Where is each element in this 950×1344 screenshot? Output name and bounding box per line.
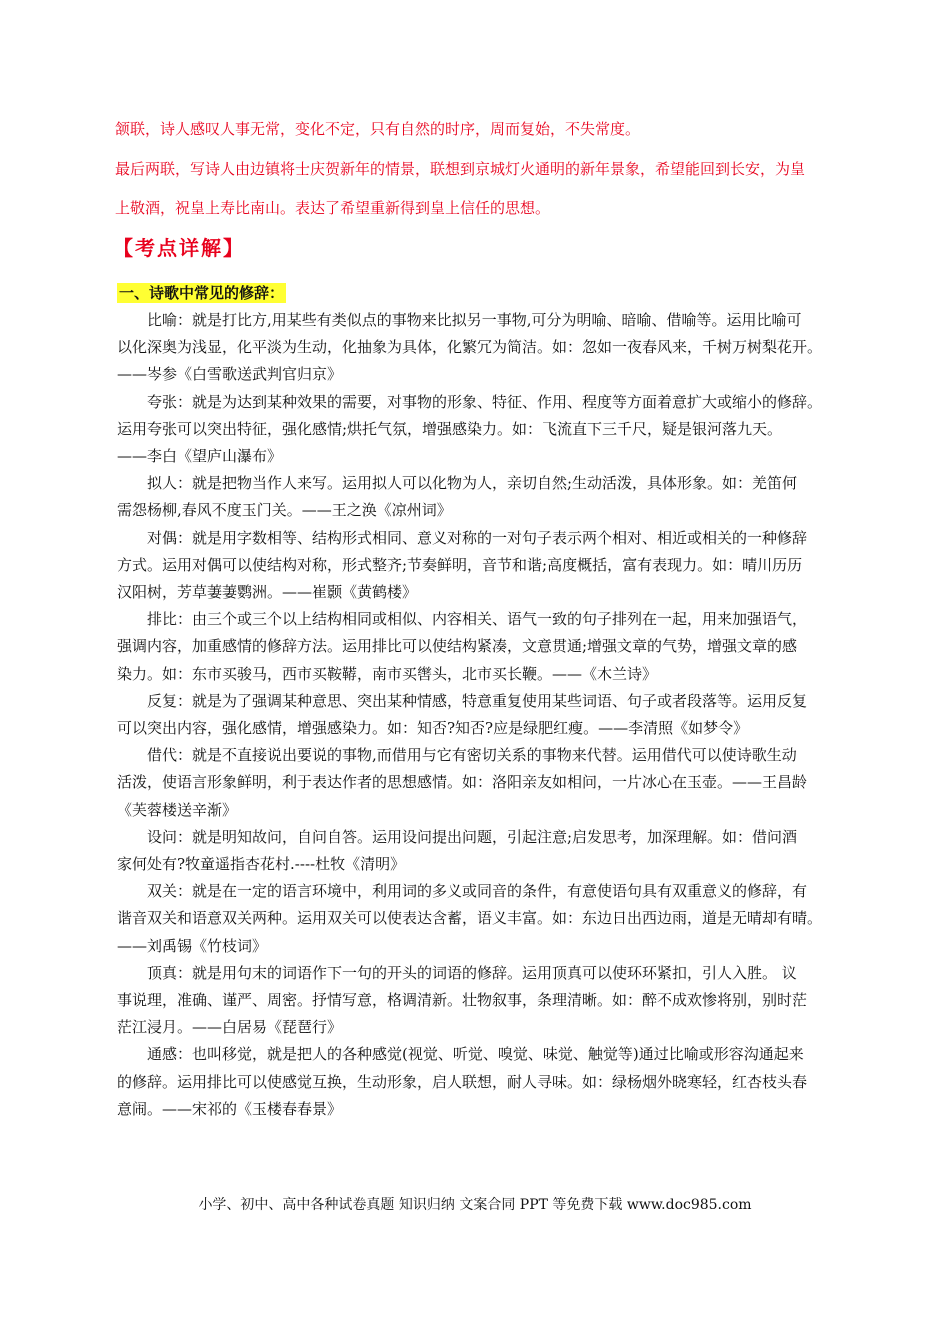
paragraph-line: 借代：就是不直接说出要说的事物,而借用与它有密切关系的事物来代替。运用借代可以使诗歌生动 xyxy=(147,746,797,765)
paragraph-line: 方式。运用对偶可以使结构对称，形式整齐;节奏鲜明，音节和谐;高度概括，富有表现力。如：晴川历历 xyxy=(117,555,803,574)
paragraph-line: 通感：也叫移觉，就是把人的各种感觉(视觉、听觉、嗅觉、味觉、触觉等)通过比喻或形容沟通起来 xyxy=(147,1045,804,1064)
paragraph-line: 比喻：就是打比方,用某些有类似点的事物来比拟另一事物,可分为明喻、暗喻、借喻等。运用比喻可 xyxy=(147,311,802,329)
rhetoric-paragraph xyxy=(117,960,872,1042)
paragraph-line: 谐音双关和语意双关两种。运用双关可以使表达含蓄，语义丰富。如：东边日出西边雨，道是无晴却有晴。 xyxy=(117,909,823,928)
rhetoric-paragraph xyxy=(117,742,872,824)
intro-red-line-2b: 上敬酒，祝皇上寿比南山。表达了希望重新得到皇上信任的思想。 xyxy=(115,199,551,217)
paragraph-line: 事说理，准确、谨严、周密。抒情写意，格调清新。壮物叙事，条理清晰。如：醉不成欢惨将别，别时茫 xyxy=(117,991,808,1010)
rhetoric-list xyxy=(117,307,872,1123)
rhetoric-paragraph xyxy=(117,1041,872,1123)
paragraph-line: 对偶：就是用字数相等、结构形式相同、意义对称的一对句子表示两个相对、相近或相关的一种修辞 xyxy=(147,528,808,547)
rhetoric-paragraph xyxy=(117,606,872,688)
paragraph-line: 家何处有?牧童遥指杏花村.----杜牧《清明》 xyxy=(117,855,406,874)
rhetoric-paragraph xyxy=(117,389,872,471)
paragraph-line: 的修辞。运用排比可以使感觉互换，生动形象，启人联想，耐人寻味。如：绿杨烟外晓寒轻，红杏枝头春 xyxy=(117,1072,808,1091)
paragraph-line: 活泼，使语言形象鲜明，利于表达作者的思想感情。如：洛阳亲友如相问，一片冰心在玉壶。——王昌龄 xyxy=(117,773,808,792)
paragraph-line: 强调内容，加重感情的修辞方法。运用排比可以使结构紧凑，文意贯通;增强文章的气势，增强文章的感 xyxy=(117,637,798,656)
paragraph-line: 以化深奥为浅显，化平淡为生动，化抽象为具体，化繁冗为简洁。如：忽如一夜春风来，千树万树梨花开。 xyxy=(117,338,823,357)
paragraph-line: 运用夸张可以突出特征，强化感情;烘托气氛，增强感染力。如：飞流直下三千尺，疑是银河落九天。 xyxy=(117,419,783,438)
rhetoric-paragraph xyxy=(117,470,872,524)
page-footer: 小学、初中、高中各种试卷真题 知识归纳 文案合同 PPT 等免费下载 www.doc985.com xyxy=(198,1197,752,1213)
paragraph-line: 反复：就是为了强调某种意思、突出某种情感，特意重复使用某些词语、句子或者段落等。运用反复 xyxy=(147,691,808,710)
paragraph-line: 夸张：就是为达到某种效果的需要，对事物的形象、特征、作用、程度等方面着意扩大或缩小的修辞。 xyxy=(147,392,823,411)
paragraph-line: ——岑参《白雪歌送武判官归京》 xyxy=(117,365,343,384)
paragraph-line: 排比：由三个或三个以上结构相同或相似、内容相关、语气一致的句子排列在一起，用来加强语气， xyxy=(147,610,808,629)
section-heading: 【考点详解】 xyxy=(113,236,245,260)
subsection-title: 一、诗歌中常见的修辞： xyxy=(119,284,285,302)
intro-red-paragraph xyxy=(115,150,875,228)
paragraph-line: ——李白《望庐山瀑布》 xyxy=(117,447,283,466)
paragraph-line: 汉阳树，芳草萋萋鹦洲。——崔颢《黄鹤楼》 xyxy=(117,583,418,602)
paragraph-line: ——刘禹锡《竹枝词》 xyxy=(117,936,268,955)
intro-red-line-2a: 最后两联，写诗人由边镇将士庆贺新年的情景，联想到京城灯火通明的新年景象，希望能回到长安，为皇 xyxy=(115,160,806,178)
paragraph-line: 双关：就是在一定的语言环境中，利用词的多义或同音的条件，有意使语句具有双重意义的修辞，有 xyxy=(147,882,808,901)
rhetoric-paragraph xyxy=(117,878,872,960)
intro-red-line-1: 颔联，诗人感叹人事无常，变化不定，只有自然的时序，周而复始，不失常度。 xyxy=(115,120,641,138)
paragraph-line: 可以突出内容，强化感情，增强感染力。如：知否?知否?应是绿肥红瘦。——李清照《如梦令》 xyxy=(117,719,749,738)
rhetoric-paragraph xyxy=(117,688,872,742)
paragraph-line: 染力。如：东市买骏马，西市买鞍鞯，南市买辔头，北市买长鞭。——《木兰诗》 xyxy=(117,664,658,683)
paragraph-line: 茫江浸月。——白居易《琵琶行》 xyxy=(117,1018,343,1037)
paragraph-line: 需怨杨柳,春风不度玉门关。——王之涣《凉州词》 xyxy=(117,501,452,520)
paragraph-line: 顶真：就是用句末的词语作下一句的开头的词语的修辞。运用顶真可以使环环紧扣，引人入胜。 议 xyxy=(147,963,797,982)
paragraph-line: 《芙蓉楼送辛渐》 xyxy=(117,800,238,819)
paragraph-line: 意闹。——宋祁的《玉楼春春景》 xyxy=(117,1099,343,1118)
rhetoric-paragraph xyxy=(117,824,872,878)
rhetoric-paragraph xyxy=(117,525,872,607)
paragraph-line: 拟人：就是把物当作人来写。运用拟人可以化物为人，亲切自然;生动活泼，具体形象。如：羌笛何 xyxy=(147,474,798,493)
paragraph-line: 设问：就是明知故问，自问自答。运用设问提出问题，引起注意;启发思考，加深理解。如：借问酒 xyxy=(147,827,798,846)
rhetoric-paragraph xyxy=(117,307,872,389)
